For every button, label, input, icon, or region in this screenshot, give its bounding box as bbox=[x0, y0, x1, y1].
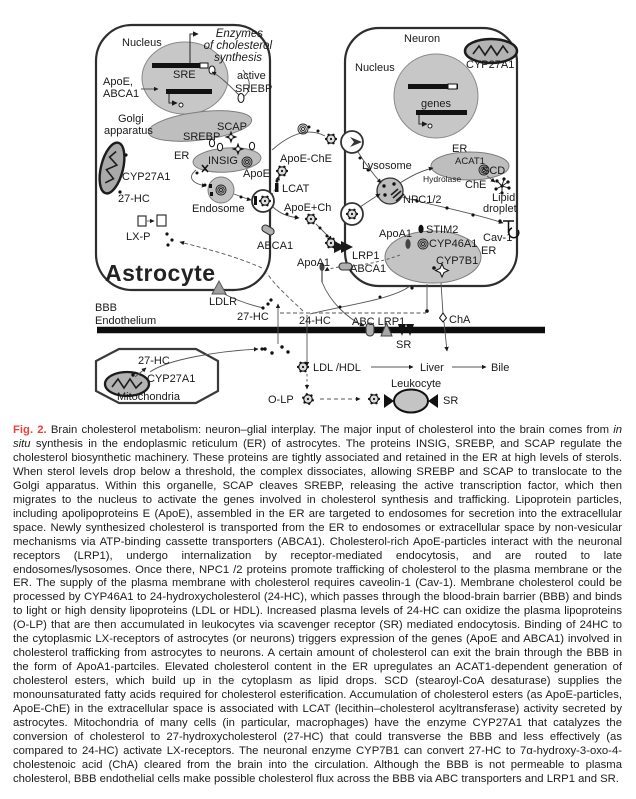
gene-orf-box bbox=[200, 63, 208, 68]
lipoprotein-particle-icon bbox=[301, 392, 316, 406]
leukocyte-body bbox=[394, 390, 428, 413]
lysosome-body bbox=[377, 178, 403, 204]
label-ldlr: LDLR bbox=[209, 296, 238, 308]
label-sre: SRE bbox=[173, 69, 196, 81]
lcat-icon bbox=[275, 183, 279, 192]
label-cyp27a1-astrocyte: CYP27A1 bbox=[122, 171, 171, 183]
label-leukocyte: Leukocyte bbox=[391, 378, 442, 390]
lipoprotein-particle-icon bbox=[276, 166, 288, 177]
label-lrp1-neuron: LRP1 bbox=[352, 250, 380, 262]
label-abca1-neuron: ABCA1 bbox=[350, 263, 387, 275]
stim2-icon bbox=[418, 225, 423, 233]
label-cyp7b1: CYP7B1 bbox=[436, 255, 479, 267]
label-apoe-abca1-line2: ABCA1 bbox=[103, 88, 140, 100]
label-neuron-title: Neuron bbox=[404, 33, 441, 45]
label-apoe: ApoE bbox=[243, 168, 270, 180]
label-active-srebp-line2: SREBP bbox=[235, 83, 273, 95]
label-lipid-droplet-line1: Lipid bbox=[492, 192, 516, 204]
label-golgi-line1: Golgi bbox=[118, 113, 144, 125]
label-bile: Bile bbox=[491, 362, 510, 374]
label-astrocyte-title: Astrocyte bbox=[105, 260, 216, 286]
label-er-neuron: ER bbox=[452, 143, 468, 155]
gene-bar bbox=[416, 110, 467, 115]
label-27hc-mito: 27-HC bbox=[138, 355, 170, 367]
label-lysosome: Lysosome bbox=[362, 160, 412, 172]
label-scd: SCD bbox=[482, 165, 506, 177]
label-27hc-astrocyte: 27-HC bbox=[118, 193, 150, 205]
label-neuron-nucleus: Nucleus bbox=[355, 62, 395, 74]
label-24hc: 24-HC bbox=[299, 315, 331, 327]
label-cyp46a1: CYP46A1 bbox=[429, 238, 478, 250]
figure-number: Fig. 2. bbox=[13, 424, 47, 436]
vesicle-swirl-icon bbox=[298, 124, 308, 134]
label-ldl-hdl: LDL /HDL bbox=[313, 362, 361, 374]
label-mitochondria: Mitochondria bbox=[117, 391, 180, 403]
label-apoa1-neuron: ApoA1 bbox=[379, 228, 413, 240]
label-apoe-che: ApoE-ChE bbox=[280, 153, 332, 165]
label-che: ChE bbox=[465, 179, 487, 191]
gene-bar bbox=[166, 89, 212, 94]
label-bbb-line2: Endothelium bbox=[95, 315, 157, 327]
label-cav1: Cav-1 bbox=[483, 232, 513, 244]
label-lcat: LCAT bbox=[282, 183, 310, 195]
label-apoe-ch: ApoE+Ch bbox=[284, 202, 332, 214]
label-abc-lrp1: ABC LRP1 bbox=[352, 316, 406, 328]
gene-bar bbox=[152, 63, 200, 68]
label-npc12: NPC1/2 bbox=[403, 194, 442, 206]
label-scap: SCAP bbox=[217, 121, 247, 133]
label-acat1: ACAT1 bbox=[455, 156, 485, 167]
label-apoe-abca1-line1: ApoE, bbox=[103, 76, 133, 88]
label-lipid-droplet-line2: droplet bbox=[483, 203, 517, 215]
lipoprotein-particle-icon bbox=[305, 214, 317, 225]
label-bbb-line1: BBB bbox=[95, 302, 118, 314]
label-er-neuron-2: ER bbox=[481, 245, 497, 257]
label-insig: INSIG bbox=[208, 155, 238, 167]
label-stim2: STIM2 bbox=[426, 224, 459, 236]
caption-insitu: in situ bbox=[13, 424, 623, 450]
label-srebp: SREBP bbox=[183, 131, 221, 143]
label-sr-bbb: SR bbox=[396, 339, 412, 351]
label-apoa1-extracellular: ApoA1 bbox=[297, 257, 331, 269]
label-cyp27a1-neuron: CYP27A1 bbox=[466, 59, 515, 71]
label-enzymes-line2: of cholesterol bbox=[203, 40, 272, 52]
caption-body: synthesis in the endoplasmic reticulum (ER) of astrocytes. The proteins INSIG, SREBP, and SCAP regulate the cholesterol biosynthetic machinery. These proteins are tightly associated and retained in the ER at high levels of sterols. When sterol levels drop below a threshold, the complex dissociates, allowing SREBP and SCAP to translocate to the Golgi apparatus. Within this organelle, SCAP cleaves SREBP, releasing the active transcription factor, which then migrates to the nucleus to activate the genes involved in cholesterol synthesis and trafficking. Lipoprotein particles, including apolipoproteins E (ApoE), assembled in the ER are targeted to endosomes for secretion into the extracellular space. Newly synthesized cholesterol is transported from the ER to endosomes or extracellular space by non-vesicular mechanisms via ATP-binding cassette transporters (ABCA1). Cholesterol-rich ApoE-particles interact with the neuronal receptors (LRP1), undergo internalization by receptor-mediated endocytosis, and are routed to late endosomes/lysosomes. Once there, NPC1 /2 proteins promote trafficking of cholesterol to the plasma membrane or the ER. The supply of the plasma membrane with cholesterol requires caveolin-1 (Cav-1). Membrane cholesterol could be processed by CYP46A1 to 24-hydroxycholesterol (24-HC), which passes through the blood-brain barrier (BBB) and binds to light or high density lipoproteins (LDL or HDL). Increased plasma levels of 24-HC can oxidize the plasma lipoproteins (O-LP) that are then accumulated in leukocytes via scavenger receptor (SR) mediated endocytosis. Binding of 24HC to the cytoplasmic LX-receptors of astrocytes (or neurons) triggers expression of the genes (ApoE and ABCA1) involved in cholesterol trafficking from astrocytes to neurons. A certain amount of cholesterol can exit the brain through the BBB in the form of ApoA1-partciles. Elevated cholesterol content in the ER upregulates an ACAT1-dependent generation of cholesterol esters, which build up in the cytoplasm as lipid drops. SCD (stearoyl-CoA desaturase) supplies the monounsaturated fatty acids required for cholesterol esterification. Accumulation of cholesterol esters (as ApoE-particles, ApoE-ChE) in the extracellular space is associated with LCAT (lecithin–cholesterol acyltransferase) activity secreted by astrocytes. Mitochondria of many cells (in particular, macrophages) have the enzyme CYP27A1 that catalyzes the conversion of cholesterol to 27-hydroxycholesterol (27-HC) that could transverse the BBB and less effectively (as compared to 24-HC) activate LX-receptors. The neuronal enzyme CYP7B1 can convert 27-HC to 7α-hydroxy-3-oxo-4-cholestenoic acid (ChA) cleared from the brain into the circulation. Although the BBB is not permeable to plasma cholesterol, BBB endothelial cells make possible cholesterol flux across the BBB via ABC transporters and LRP1 and SR. bbox=[13, 437, 622, 785]
label-abca1-astrocyte: ABCA1 bbox=[257, 240, 294, 252]
label-hydrolase: Hydrolase bbox=[423, 174, 462, 184]
lipoprotein-particle-icon bbox=[368, 394, 380, 405]
caption-lead: Brain cholesterol metabolism: neuron–glial interplay. The major input of cholesterol into the brain comes from bbox=[46, 424, 614, 436]
label-endosome: Endosome bbox=[192, 203, 245, 215]
label-golgi-line2: apparatus bbox=[104, 125, 153, 137]
label-enzymes-line1: Enzymes bbox=[215, 28, 263, 40]
label-cyp27a1-mito: CYP27A1 bbox=[147, 373, 196, 385]
label-cha: ChA bbox=[449, 314, 471, 326]
figure-caption bbox=[13, 424, 622, 787]
label-27hc-bbb: 27-HC bbox=[237, 311, 269, 323]
label-sr-leukocyte: SR bbox=[443, 395, 459, 407]
label-er-astrocyte: ER bbox=[174, 150, 190, 162]
label-o-lp: O-LP bbox=[268, 394, 294, 406]
endosome-body bbox=[208, 177, 234, 203]
label-astrocyte-nucleus: Nucleus bbox=[122, 37, 162, 49]
label-liver: Liver bbox=[420, 362, 444, 374]
label-lx-p: LX-P bbox=[126, 231, 151, 243]
label-enzymes-line3: synthesis bbox=[214, 52, 262, 64]
gene-orf-box bbox=[448, 84, 457, 89]
cha-molecule-icon bbox=[440, 313, 447, 322]
label-genes: genes bbox=[421, 98, 451, 110]
lipoprotein-particle-icon bbox=[325, 134, 337, 145]
label-active-srebp-line1: active bbox=[237, 70, 266, 82]
